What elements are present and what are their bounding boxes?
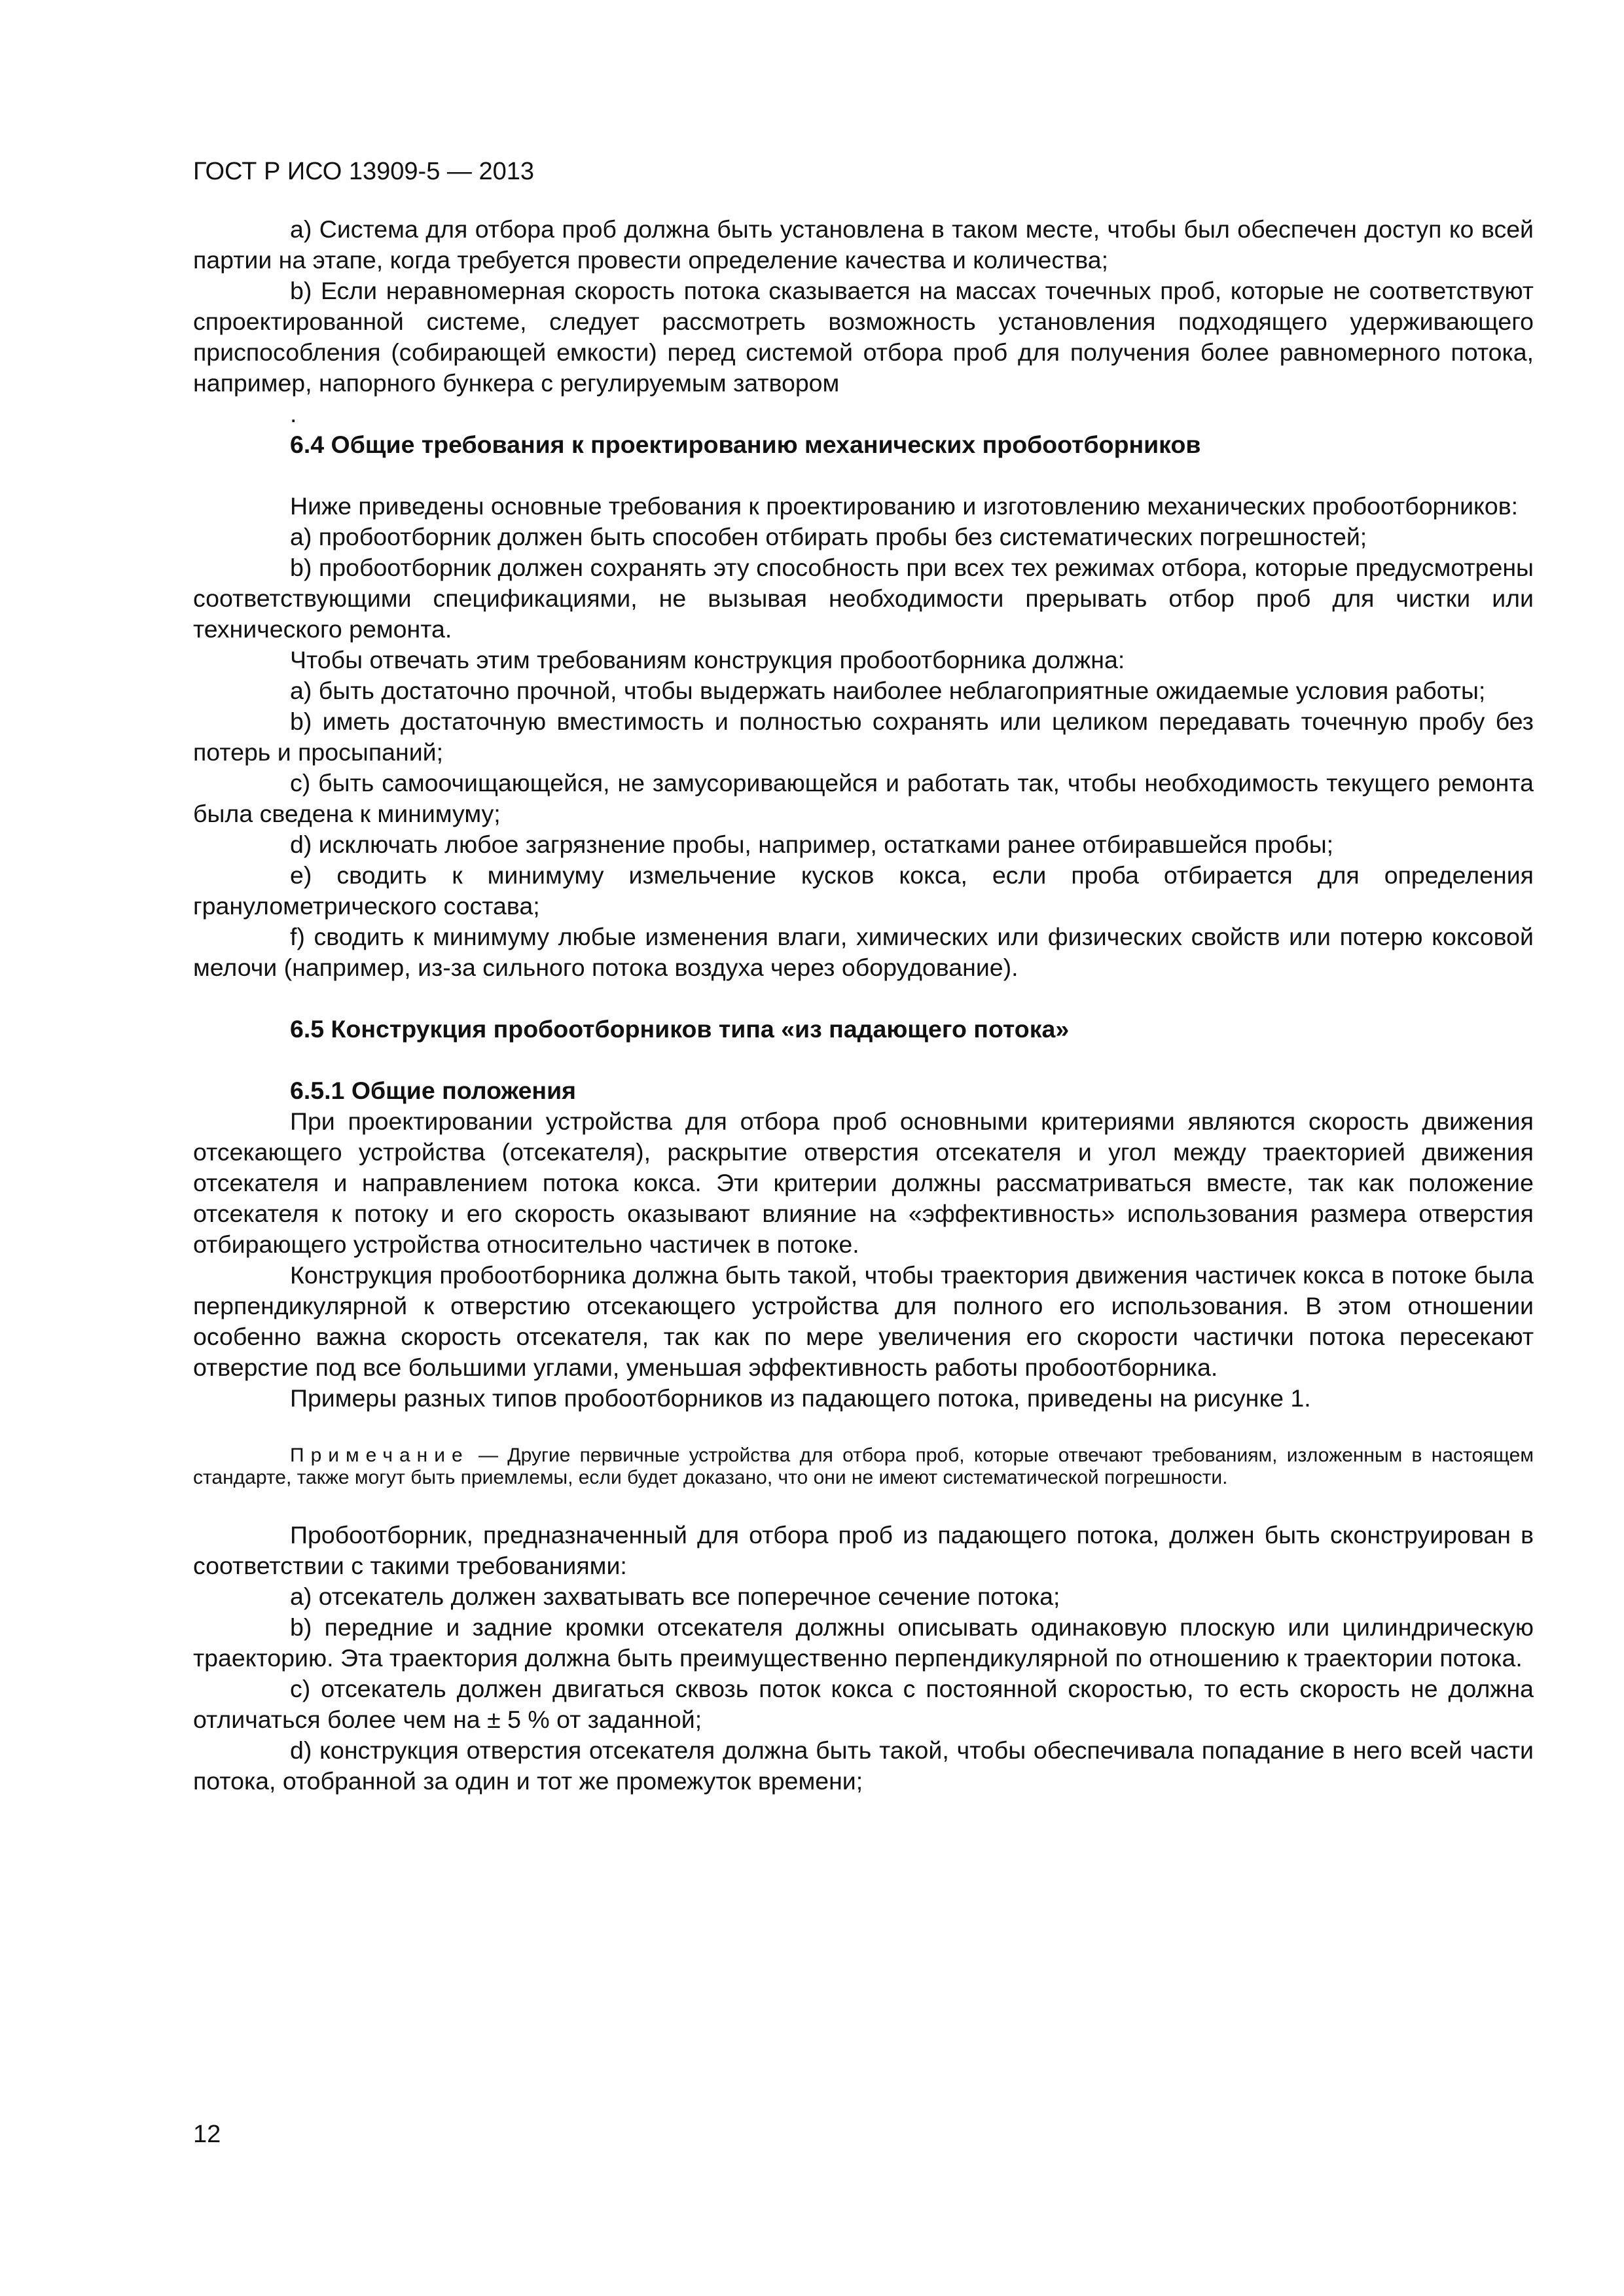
list-item: a) отсекатель должен захватывать все поперечное сечение потока; xyxy=(290,1583,1060,1610)
section-heading-6-5: 6.5 Конструкция пробоотборников типа «из падающего потока» xyxy=(290,1015,1070,1043)
subsection-heading-6-5-1: 6.5.1 Общие положения xyxy=(290,1077,577,1104)
list-item: a) быть достаточно прочной, чтобы выдержать наиболее неблагоприятные ожидаемые условия работы; xyxy=(290,677,1486,704)
page-body xyxy=(193,214,1534,1797)
list-item: c) быть самоочищающейся, не замусоривающейся и работать так, чтобы необходимость текущего ремонта была сведена к минимуму; xyxy=(193,769,1534,827)
paragraph: Пробоотборник, предназначенный для отбора проб из падающего потока, должен быть сконструирован в соответствии с такими требованиями: xyxy=(193,1521,1534,1579)
paragraph: При проектировании устройства для отбора проб основными критериями являются скорость движения отсекающего устройства (отсекателя), раскрытие отверстия отсекателя и угол между траекторией движения отсекателя и направлением потока кокса. Эти критерии должны рассматриваться вместе, так как положение отсекателя к потоку и его скорость оказывают влияние на «эффективность» использования размера отверстия отбирающего устройства относительно частичек в потоке. xyxy=(193,1107,1534,1258)
paragraph: Ниже приведены основные требования к проектированию и изготовлению механических пробоотборников: xyxy=(290,492,1519,520)
list-item: f) сводить к минимуму любые изменения влаги, химических или физических свойств или потерю коксовой мелочи (например, из-за сильного потока воздуха через оборудование). xyxy=(193,923,1534,981)
list-item: d) исключать любое загрязнение пробы, например, остатками ранее отбиравшейся пробы; xyxy=(290,831,1334,858)
note-label: Примечание xyxy=(290,1444,469,1466)
list-item: a) пробоотборник должен быть способен отбирать пробы без систематических погрешностей; xyxy=(290,523,1367,550)
list-item: b) передние и задние кромки отсекателя должны описывать одинаковую плоскую или цилиндрическую траекторию. Эта траектория должна быть преимущественно перпендикулярной по отношению к траектории потока. xyxy=(193,1613,1534,1672)
paragraph: b) Если неравномерная скорость потока сказывается на массах точечных проб, которые не соответствуют спроектированной системе, следует рассмотреть возможность установления подходящего удерживающего приспособления (собирающей емкости) перед системой отбора проб для получения более равномерного потока, например, напорного бункера с регулируемым затвором xyxy=(193,277,1534,397)
list-item: b) иметь достаточную вместимость и полностью сохранять или целиком передавать точечную пробу без потерь и просыпаний; xyxy=(193,708,1534,766)
paragraph: Чтобы отвечать этим требованиям конструкция пробоотборника должна: xyxy=(290,646,1125,673)
paragraph: a) Система для отбора проб должна быть установлена в таком месте, чтобы был обеспечен доступ ко всей партии на этапе, когда требуется провести определение качества и количества; xyxy=(193,215,1534,274)
page-number: 12 xyxy=(193,2121,221,2148)
list-item: d) конструкция отверстия отсекателя должна быть такой, чтобы обеспечивала попадание в него всей части потока, отобранной за один и тот же промежуток времени; xyxy=(193,1736,1534,1795)
note xyxy=(193,1444,1534,1489)
list-item: b) пробоотборник должен сохранять эту способность при всех тех режимах отбора, которые предусмотрены соответствующими спецификациями, не вызывая необходимости прерывать отбор проб для чистки или технического ремонта. xyxy=(193,554,1534,643)
paragraph: Конструкция пробоотборника должна быть такой, чтобы траектория движения частичек кокса в потоке была перпендикулярной к отверстию отсекающего устройства для полного его использования. В этом отношении особенно важна скорость отсекателя, так как по мере увеличения его скорости частички потока пересекают отверстие под все большими углами, уменьшая эффективность работы пробоотборника. xyxy=(193,1261,1534,1381)
list-item: e) сводить к минимуму измельчение кусков кокса, если проба отбирается для определения гранулометрического состава; xyxy=(193,861,1534,920)
section-heading-6-4: 6.4 Общие требования к проектированию механических пробоотборников xyxy=(290,431,1201,458)
stray-period: . xyxy=(290,400,297,427)
list-item: c) отсекатель должен двигаться сквозь поток кокса с постоянной скоростью, то есть скорость не должна отличаться более чем на ± 5 % от заданной; xyxy=(193,1675,1534,1733)
note-text: — Другие первичные устройства для отбора проб, которые отвечают требованиям, изложенным в настоящем стандарте, также могут быть приемлемы, если будет доказано, что они не имеют систематической погрешности. xyxy=(193,1444,1534,1488)
paragraph: Примеры разных типов пробоотборников из падающего потока, приведены на рисунке 1. xyxy=(290,1384,1311,1412)
page-header: ГОСТ Р ИСО 13909-5 — 2013 xyxy=(193,158,534,185)
